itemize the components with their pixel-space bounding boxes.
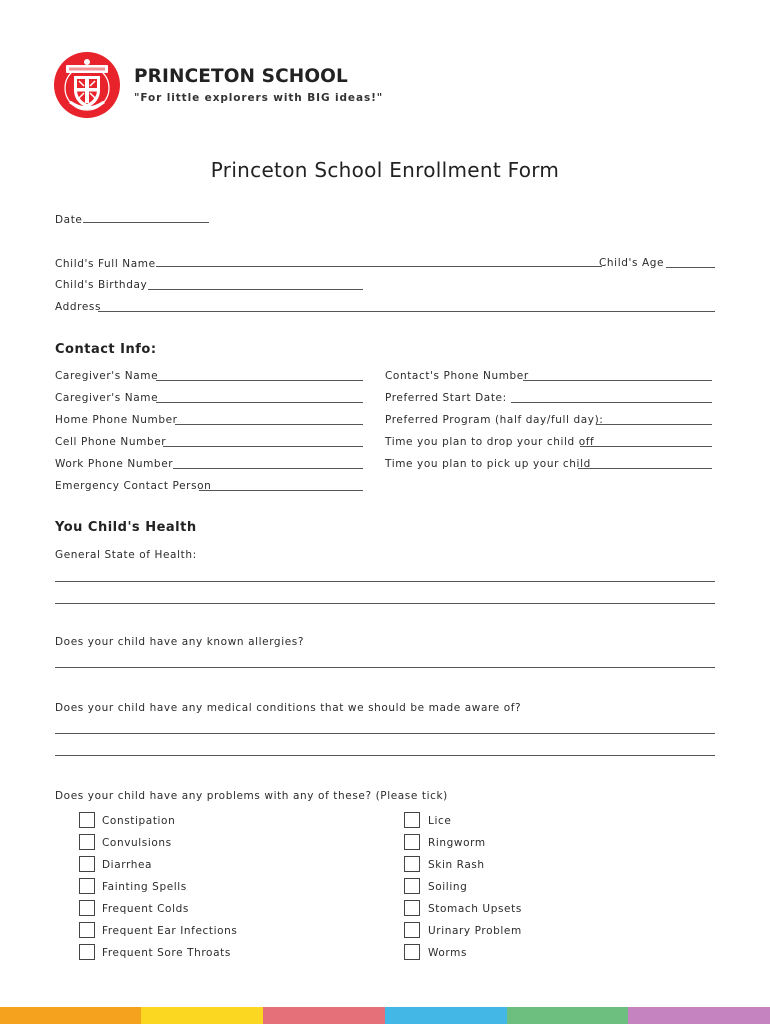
checkbox-label: Worms <box>428 947 468 959</box>
child-name-label: Child's Full Name <box>55 258 156 270</box>
date-row <box>55 212 209 227</box>
checkbox-label: Ringworm <box>428 837 486 849</box>
health-heading: You Child's Health <box>55 520 197 535</box>
contact-field[interactable] <box>580 436 712 447</box>
general-health-line[interactable] <box>55 603 715 604</box>
child-birthday-label: Child's Birthday <box>55 279 148 291</box>
contact-label: Cell Phone Number <box>55 436 167 448</box>
contact-label: Emergency Contact Person <box>55 480 212 492</box>
checkbox-label: Diarrhea <box>102 859 153 871</box>
school-logo <box>54 52 120 118</box>
footer-bar-segment <box>0 1007 141 1024</box>
checkbox[interactable] <box>404 834 420 850</box>
general-health-label: General State of Health: <box>55 549 197 561</box>
checkbox[interactable] <box>79 878 95 894</box>
contact-field[interactable] <box>596 414 712 425</box>
child-age-label: Child's Age <box>599 257 665 269</box>
contact-label: Caregiver's Name <box>55 392 159 404</box>
contact-field[interactable] <box>175 414 363 425</box>
child-birthday-field[interactable] <box>148 279 363 290</box>
contact-label: Time you plan to pick up your child <box>385 458 591 470</box>
footer-bar-segment <box>385 1007 507 1024</box>
checkbox-label: Frequent Colds <box>102 903 189 915</box>
school-name: PRINCETON SCHOOL <box>134 66 348 87</box>
allergies-line[interactable] <box>55 667 715 668</box>
child-age-field[interactable] <box>666 257 715 268</box>
contact-field[interactable] <box>173 458 363 469</box>
contact-field[interactable] <box>156 370 363 381</box>
address-row <box>55 300 101 314</box>
contact-field[interactable] <box>511 392 712 403</box>
date-label: Date <box>55 214 83 226</box>
checkbox-label: Stomach Upsets <box>428 903 522 915</box>
checkbox[interactable] <box>404 944 420 960</box>
checkbox[interactable] <box>404 900 420 916</box>
checkbox[interactable] <box>79 856 95 872</box>
address-label: Address <box>55 301 102 313</box>
allergies-question: Does your child have any known allergies? <box>55 636 305 648</box>
contact-label: Home Phone Number <box>55 414 178 426</box>
contact-field[interactable] <box>156 392 363 403</box>
child-name-field[interactable] <box>156 256 602 267</box>
date-field[interactable] <box>83 212 209 223</box>
address-field[interactable] <box>98 301 715 312</box>
contact-field[interactable] <box>199 480 363 491</box>
medical-question: Does your child have any medical conditions that we should be made aware of? <box>55 702 522 714</box>
checkbox-label: Frequent Sore Throats <box>102 947 231 959</box>
checkbox-label: Constipation <box>102 815 176 827</box>
form-title: Princeton School Enrollment Form <box>210 158 560 182</box>
contact-field[interactable] <box>163 436 363 447</box>
problems-question: Does your child have any problems with any of these? (Please tick) <box>55 790 448 802</box>
checkbox[interactable] <box>79 834 95 850</box>
contact-label: Work Phone Number <box>55 458 174 470</box>
checkbox[interactable] <box>404 812 420 828</box>
child-name-row <box>55 256 602 271</box>
checkbox[interactable] <box>79 900 95 916</box>
contact-label: Caregiver's Name <box>55 370 159 382</box>
checkbox[interactable] <box>79 922 95 938</box>
school-tagline: "For little explorers with BIG ideas!" <box>134 92 384 104</box>
footer-bar-segment <box>507 1007 628 1024</box>
checkbox-label: Soiling <box>428 881 468 893</box>
checkbox[interactable] <box>404 878 420 894</box>
footer-bar-segment <box>628 1007 770 1024</box>
checkbox-label: Skin Rash <box>428 859 485 871</box>
contact-label: Preferred Start Date: <box>385 392 507 404</box>
checkbox-label: Urinary Problem <box>428 925 522 937</box>
checkbox-label: Convulsions <box>102 837 172 849</box>
contact-label: Preferred Program (half day/full day): <box>385 414 604 426</box>
child-birthday-row <box>55 278 147 292</box>
child-age-row <box>599 256 664 270</box>
checkbox[interactable] <box>404 856 420 872</box>
checkbox[interactable] <box>404 922 420 938</box>
general-health-line[interactable] <box>55 581 715 582</box>
checkbox[interactable] <box>79 812 95 828</box>
footer-bar-segment <box>141 1007 263 1024</box>
checkbox-label: Fainting Spells <box>102 881 187 893</box>
contact-label: Contact's Phone Number <box>385 370 529 382</box>
contact-label: Time you plan to drop your child off <box>385 436 595 448</box>
footer-bar-segment <box>263 1007 385 1024</box>
contact-field[interactable] <box>578 458 712 469</box>
medical-line[interactable] <box>55 733 715 734</box>
checkbox-label: Frequent Ear Infections <box>102 925 238 937</box>
checkbox-label: Lice <box>428 815 452 827</box>
contact-heading: Contact Info: <box>55 342 157 357</box>
checkbox[interactable] <box>79 944 95 960</box>
contact-field[interactable] <box>523 370 712 381</box>
medical-line[interactable] <box>55 755 715 756</box>
